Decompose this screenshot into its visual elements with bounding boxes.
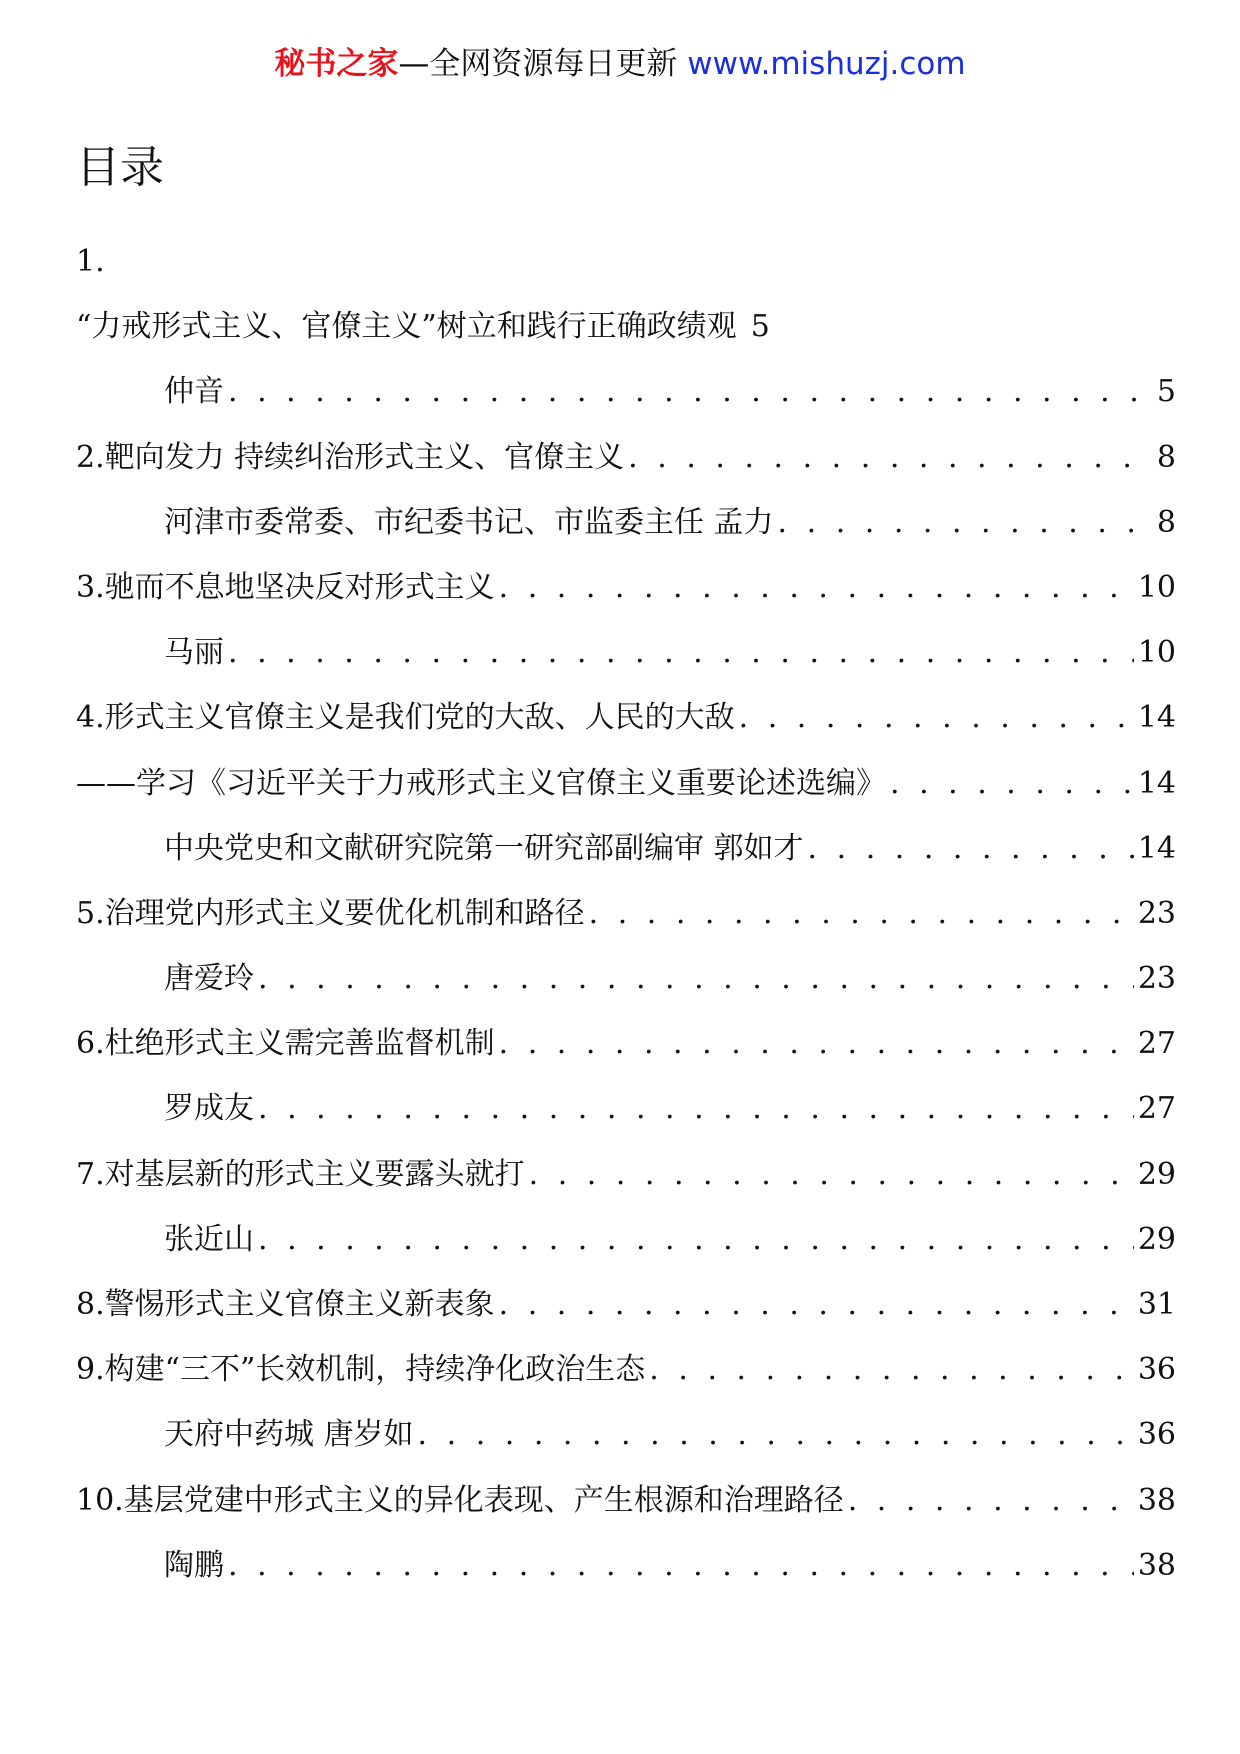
toc-dot-leader (228, 1546, 1134, 1586)
toc-page-number: 29 (1137, 1156, 1176, 1192)
toc-entry-text: ——学习《习近平关于力戒形式主义官僚主义重要论述选编》 (76, 765, 886, 801)
toc-entry[interactable] (76, 568, 1176, 633)
toc-dot-leader (739, 698, 1134, 738)
toc-dot-leader (499, 568, 1134, 608)
toc-entry-text: 3.驰而不息地坚决反对形式主义 (76, 569, 495, 605)
toc-entry-text: 仲音 (164, 374, 224, 410)
toc-page-number: 23 (1137, 961, 1176, 997)
toc-entry[interactable] (76, 1481, 1176, 1546)
toc-entry-text: 中央党史和文献研究院第一研究部副编审 郭如才 (164, 830, 804, 866)
toc-entry[interactable] (76, 1350, 1176, 1415)
toc-entry-text: 张近山 (164, 1221, 254, 1257)
toc-dot-leader (848, 1481, 1134, 1521)
toc-page-number: 14 (1137, 700, 1176, 736)
toc-entry-text: 9.构建“三不”长效机制，持续净化政治生态 (76, 1352, 646, 1388)
toc-page-number: 38 (1137, 1547, 1176, 1583)
toc-page-number: 5 (1156, 374, 1176, 410)
toc-author-entry[interactable] (76, 1415, 1176, 1480)
toc-entry[interactable] (76, 894, 1176, 959)
toc-page-number: 14 (1137, 765, 1176, 801)
toc-entry[interactable] (76, 1285, 1176, 1350)
toc-entry-text: 5.治理党内形式主义要优化机制和路径 (76, 895, 585, 931)
toc-dot-leader (778, 503, 1153, 543)
toc-page-number: 8 (1156, 504, 1176, 540)
toc-page-number: 5 (750, 309, 770, 345)
toc-page-number: 10 (1137, 635, 1176, 671)
toc-dot-leader (529, 1155, 1134, 1195)
toc-page-number: 8 (1156, 439, 1176, 475)
toc-dot-leader (228, 633, 1134, 673)
toc-entry-text: 10.基层党建中形式主义的异化表现、产生根源和治理路径 (76, 1482, 844, 1518)
table-of-contents (76, 242, 1176, 1611)
toc-entry-text: 4.形式主义官僚主义是我们党的大敌、人民的大敌 (76, 700, 735, 736)
toc-page-number: 14 (1137, 830, 1176, 866)
toc-page-number: 29 (1137, 1221, 1176, 1257)
toc-page-number: 36 (1137, 1417, 1176, 1453)
toc-author-entry[interactable] (76, 633, 1176, 698)
toc-author-entry[interactable] (76, 1220, 1176, 1285)
toc-author-entry[interactable] (76, 372, 1176, 437)
page-title: 目录 (76, 142, 164, 193)
toc-author-entry[interactable] (76, 503, 1176, 568)
toc-dot-leader (649, 1350, 1134, 1390)
toc-entry-text: 天府中药城 唐岁如 (164, 1417, 414, 1453)
toc-dot-leader (628, 438, 1153, 478)
toc-page-number: 23 (1137, 895, 1176, 931)
toc-entry-text: 河津市委常委、市纪委书记、市监委主任 孟力 (164, 504, 774, 540)
toc-entry-text: 陶鹏 (164, 1547, 224, 1583)
toc-dot-leader (589, 894, 1134, 934)
site-banner (0, 42, 1240, 86)
toc-entry[interactable] (76, 1155, 1176, 1220)
toc-entry[interactable] (76, 438, 1176, 503)
toc-author-entry[interactable] (76, 959, 1176, 1024)
toc-page-number: 36 (1137, 1352, 1176, 1388)
toc-entry[interactable] (76, 307, 1176, 372)
toc-page-number: 10 (1137, 569, 1176, 605)
toc-author-entry[interactable] (76, 1546, 1176, 1611)
toc-entry[interactable] (76, 242, 1176, 307)
toc-entry-text: 1. (76, 244, 105, 279)
toc-entry-text: 唐爱玲 (164, 961, 254, 997)
toc-entry[interactable] (76, 1024, 1176, 1089)
toc-page-number: 27 (1137, 1091, 1176, 1127)
toc-dot-leader (258, 1220, 1134, 1260)
toc-author-entry[interactable] (76, 829, 1176, 894)
toc-dot-leader (499, 1024, 1134, 1064)
toc-entry-text: 罗成友 (164, 1091, 254, 1127)
site-url-link[interactable]: www.mishuzj.com (687, 46, 966, 82)
toc-entry-text: 7.对基层新的形式主义要露头就打 (76, 1156, 525, 1192)
toc-entry[interactable] (76, 764, 1176, 829)
toc-dot-leader (258, 959, 1134, 999)
toc-entry-text: “力戒形式主义、官僚主义”树立和践行正确政绩观 (76, 309, 737, 345)
toc-entry[interactable] (76, 698, 1176, 763)
toc-dot-leader (499, 1285, 1134, 1325)
toc-page-number: 31 (1137, 1287, 1176, 1322)
site-tagline: —全网资源每日更新 (398, 46, 688, 82)
toc-author-entry[interactable] (76, 1089, 1176, 1154)
site-brand: 秘书之家 (274, 46, 399, 82)
toc-entry-text: 2.靶向发力 持续纠治形式主义、官僚主义 (76, 439, 625, 475)
toc-entry-text: 马丽 (164, 635, 224, 671)
toc-dot-leader (418, 1415, 1134, 1455)
toc-dot-leader (258, 1089, 1134, 1129)
toc-dot-leader (228, 372, 1153, 412)
toc-page-number: 38 (1137, 1482, 1176, 1518)
toc-entry-text: 8.警惕形式主义官僚主义新表象 (76, 1287, 495, 1322)
toc-entry-text: 6.杜绝形式主义需完善监督机制 (76, 1026, 495, 1062)
toc-page-number: 27 (1137, 1026, 1176, 1062)
toc-dot-leader (808, 829, 1134, 869)
toc-dot-leader (890, 764, 1134, 804)
